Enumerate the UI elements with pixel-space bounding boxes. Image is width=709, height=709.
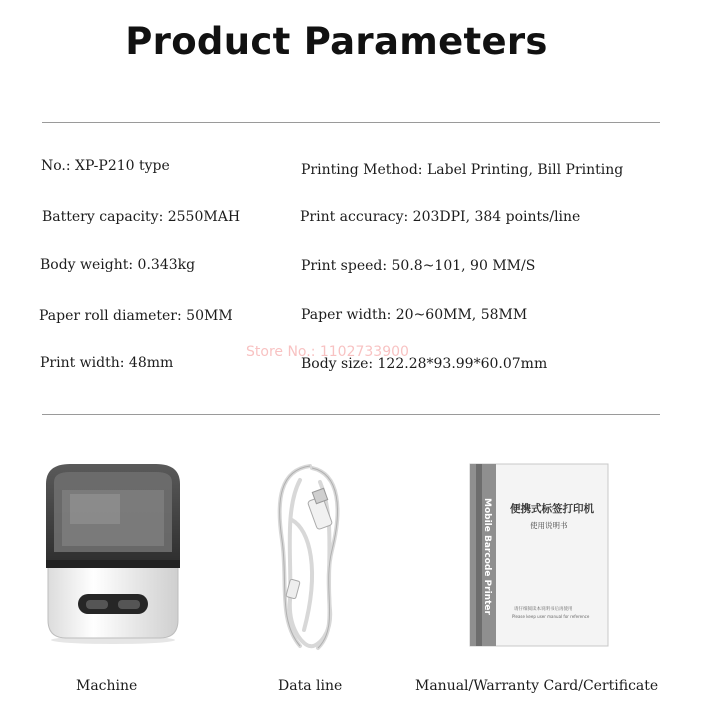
manual-note-cn: 请仔细阅读本说明书后再使用 bbox=[514, 607, 573, 612]
spec-paper-width: Paper width: 20~60MM, 58MM bbox=[301, 307, 528, 323]
spec-accuracy: Print accuracy: 203DPI, 384 points/line bbox=[300, 209, 581, 225]
spec-speed: Print speed: 50.8~101, 90 MM/S bbox=[301, 258, 536, 274]
page-title: Product Parameters bbox=[125, 20, 548, 63]
manual-note-en: Please keep user manual for reference bbox=[512, 614, 590, 619]
spec-print-width: Print width: 48mm bbox=[40, 355, 174, 371]
store-watermark: Store No.: 1102733900 bbox=[246, 344, 409, 360]
printer-image bbox=[40, 460, 186, 644]
manual-subtitle-cn: 使用说明书 bbox=[530, 521, 568, 530]
cable-image bbox=[270, 460, 350, 652]
spec-printing-method: Printing Method: Label Printing, Bill Printing bbox=[301, 162, 624, 178]
spec-model: No.: XP-P210 type bbox=[41, 158, 170, 174]
spec-weight: Body weight: 0.343kg bbox=[40, 257, 196, 273]
manual-title-cn: 便携式标签打印机 bbox=[510, 503, 594, 515]
top-divider bbox=[42, 122, 660, 123]
spec-body-size: Body size: 122.28*93.99*60.07mm bbox=[301, 356, 548, 372]
manual-spine-text: Mobile Barcode Printer bbox=[482, 498, 492, 615]
spec-roll-diameter: Paper roll diameter: 50MM bbox=[39, 308, 233, 324]
caption-data-line: Data line bbox=[278, 678, 343, 694]
spec-battery: Battery capacity: 2550MAH bbox=[42, 209, 241, 225]
manual-image bbox=[466, 460, 612, 650]
bottom-divider bbox=[42, 414, 660, 415]
caption-machine: Machine bbox=[76, 678, 138, 694]
caption-manual: Manual/Warranty Card/Certificate bbox=[415, 678, 659, 694]
